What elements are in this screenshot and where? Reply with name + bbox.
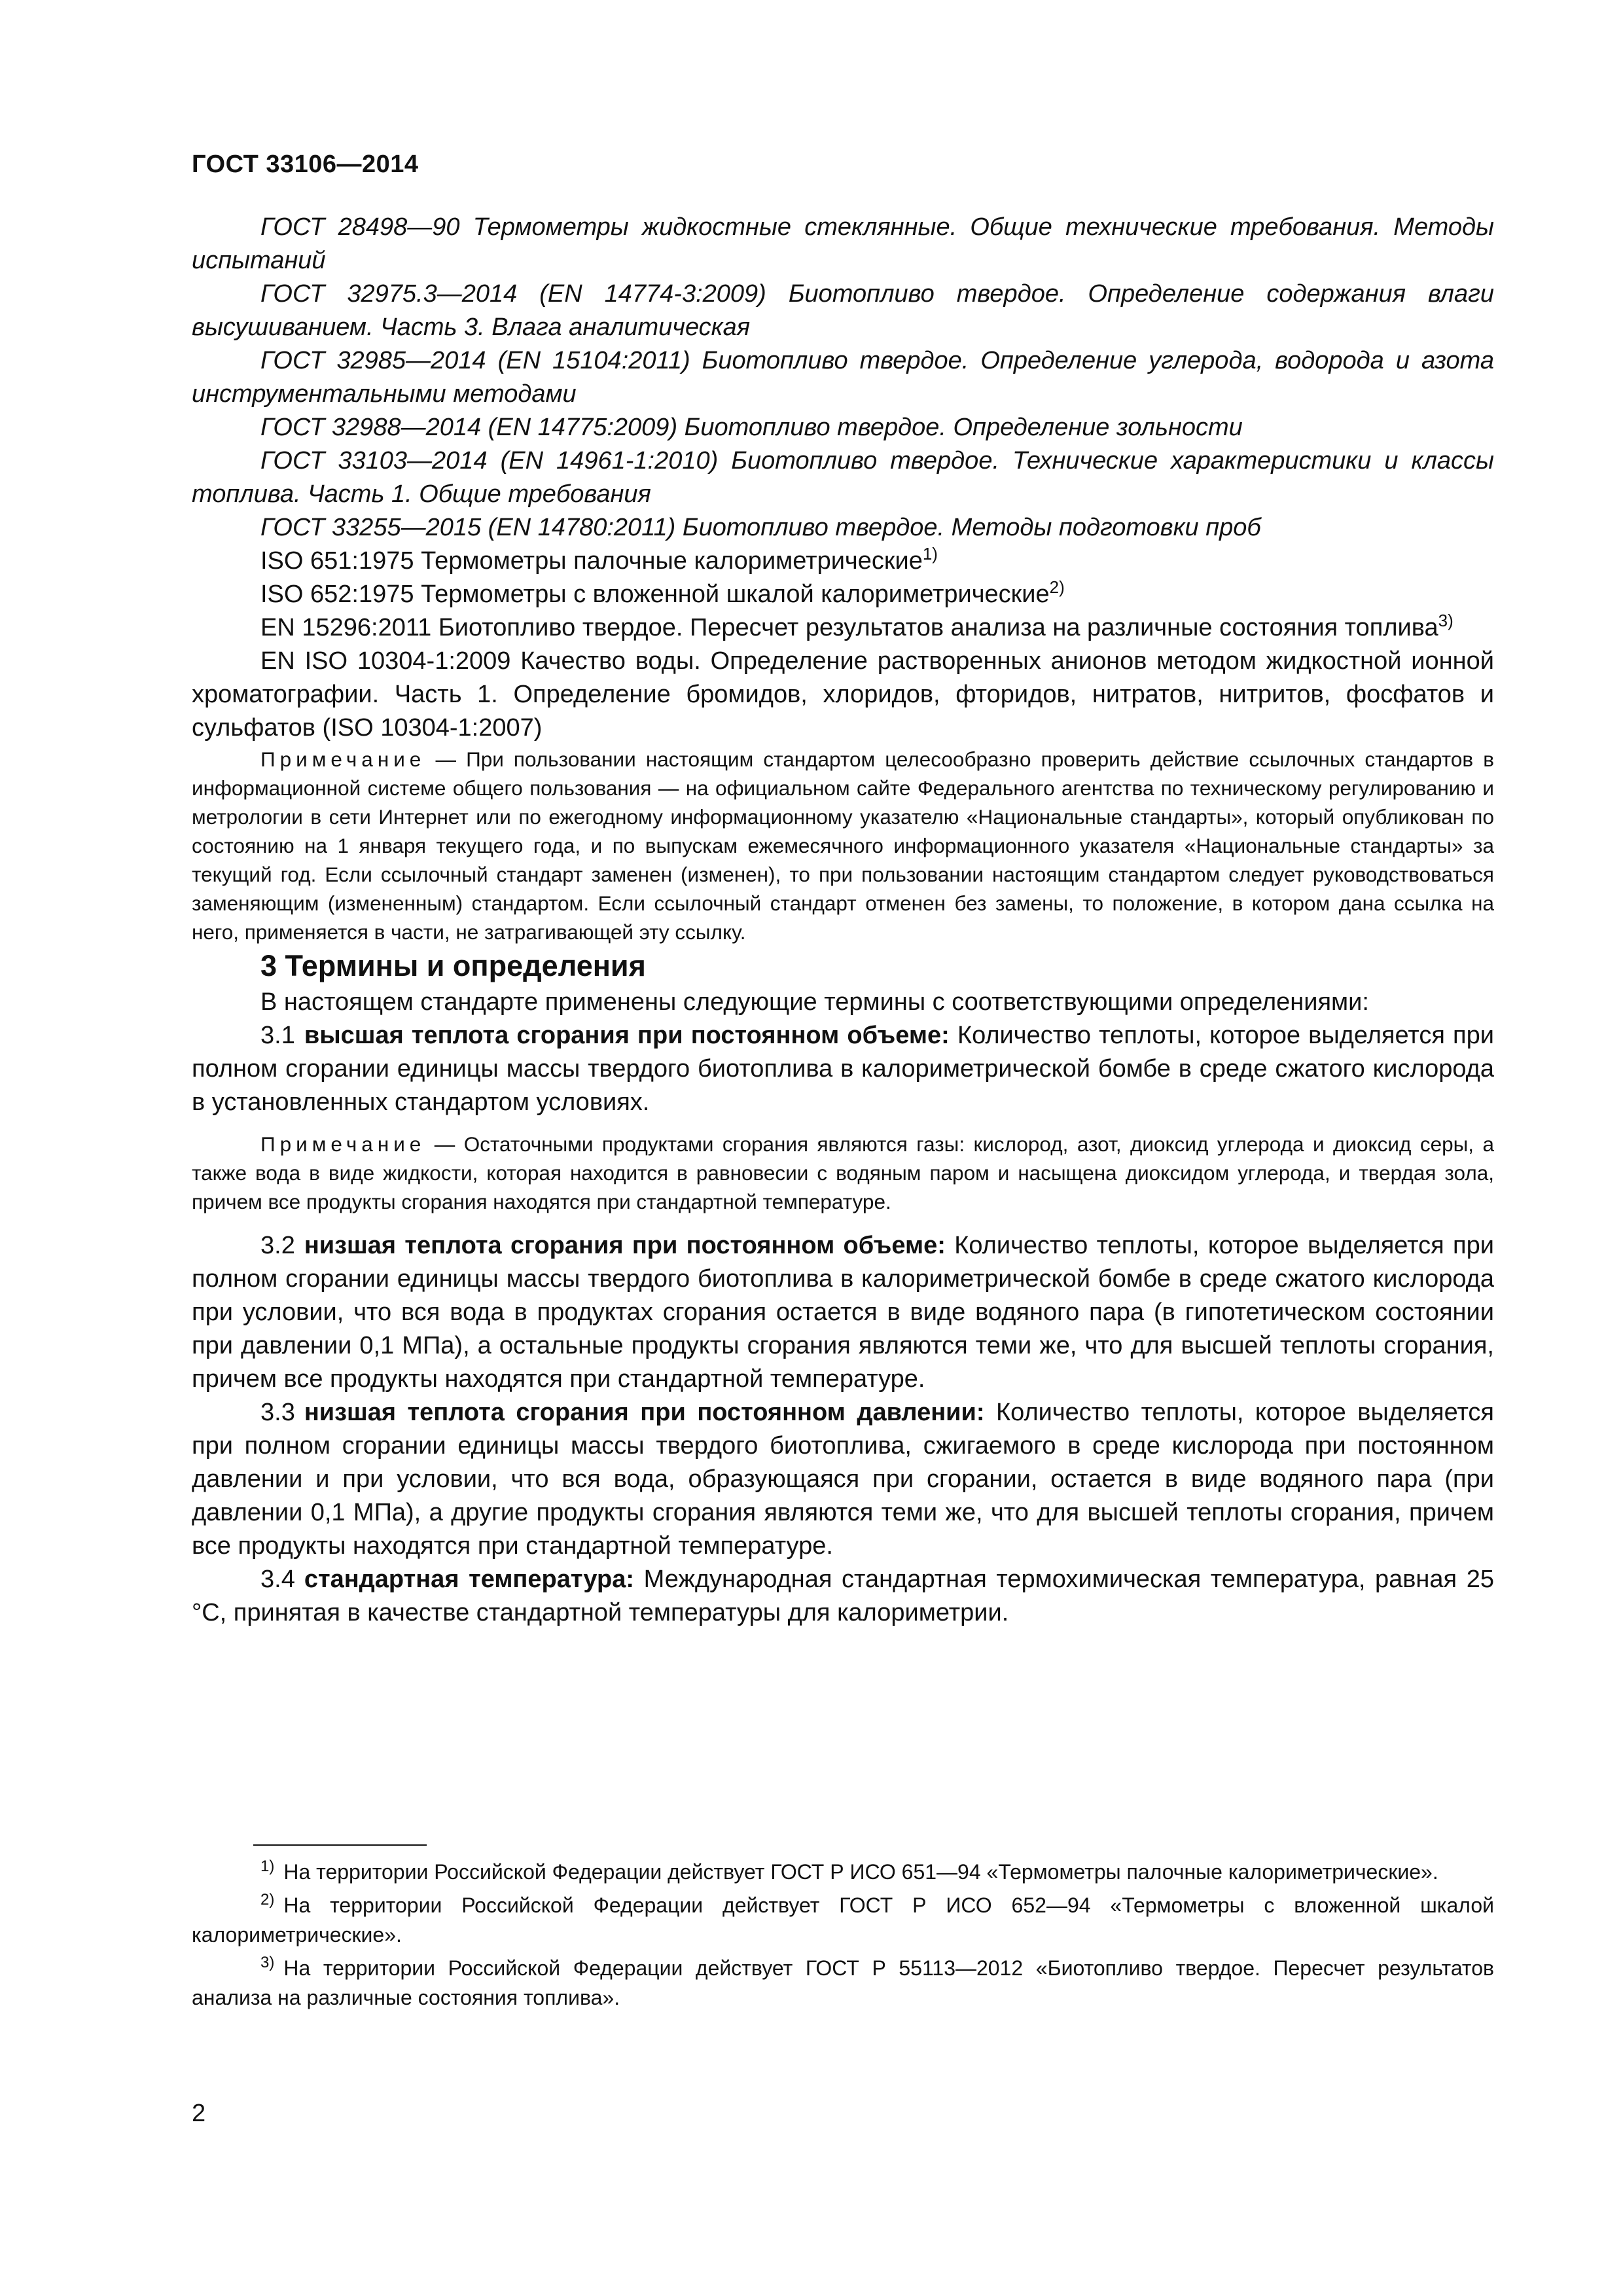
reference-item: ГОСТ 33103—2014 (EN 14961-1:2010) Биотопливо твердое. Технические характеристики и классы топлива. Часть 1. Общие требования bbox=[192, 447, 1494, 508]
term-number: 3.4 bbox=[260, 1566, 295, 1593]
footnote-marker: 1) bbox=[922, 544, 938, 564]
page-header-title: ГОСТ 33106—2014 bbox=[192, 151, 419, 178]
footnote-item bbox=[192, 1891, 1494, 1950]
term-definition bbox=[192, 1229, 1494, 1396]
reference-item: EN ISO 10304-1:2009 Качество воды. Определение растворенных анионов методом жидкостной ионной хроматографии. Часть 1. Определение бромидов, хлоридов, фторидов, нитратов, нитритов, фосфатов и сульфатов (ISO 10304-1:2007) bbox=[192, 647, 1494, 742]
footnote-mark: 2) bbox=[260, 1891, 275, 1909]
reference-item: ГОСТ 32988—2014 (EN 14775:2009) Биотопливо твердое. Определение зольности bbox=[260, 414, 1243, 441]
term-definition bbox=[192, 1563, 1494, 1630]
section-heading: 3 Термины и определения bbox=[260, 949, 646, 982]
term-text: Международная стандартная термохимическая температура, равная 25 °С, принятая в качестве стандартной температуры для калориметрии. bbox=[192, 1566, 1494, 1626]
footnote-text: На территории Российской Федерации действует ГОСТ Р ИСО 652—94 «Термометры с вложенной шкалой калориметрические». bbox=[192, 1893, 1494, 1946]
note-text: При пользовании настоящим стандартом целесообразно проверить действие ссылочных стандартов в информационной системе общего пользования — на официальном сайте Федерального агентства по техническому регулированию и метрологии в сети Интернет или по ежегодному информационному указателю «Национальные стандарты», который опубликован по состоянию на 1 января текущего года, и по выпускам ежемесячного информационного указателя «Национальные стандарты» за текущий год. Если ссылочный стандарт заменен (изменен), то при пользовании настоящим стандартом следует руководствоваться заменяющим (измененным) стандартом. Если ссылочный стандарт отменен без замены, то положение, в котором дана ссылка на него, применяется в части, не затрагивающей эту ссылку. bbox=[192, 747, 1494, 944]
term-title: высшая теплота сгорания при постоянном объеме: bbox=[304, 1022, 950, 1049]
term-text: Количество теплоты, которое выделяется при полном сгорании единицы массы твердого биотоплива, сжигаемого в среде кислорода при постоянном давлении и при условии, что вся вода, образующаяся при сгорании, остается в виде водяного пара (при давлении 0,1 МПа), а другие продукты сгорания являются теми же, что для высшей теплоты сгорания, причем все продукты находятся при стандартной температуре. bbox=[192, 1399, 1494, 1560]
footnote-text: На территории Российской Федерации действует ГОСТ Р ИСО 651—94 «Термометры палочные калориметрические». bbox=[283, 1860, 1438, 1884]
page-content bbox=[192, 211, 1494, 1630]
note-label: Примечание bbox=[260, 1132, 426, 1156]
reference-item: EN 15296:2011 Биотопливо твердое. Пересчет результатов анализа на различные состояния топлива$^{3)}$ bbox=[260, 611, 1454, 641]
term-number: 3.1 bbox=[260, 1022, 295, 1049]
term-title: стандартная температура: bbox=[304, 1566, 635, 1593]
reference-item: ISO 652:1975 Термометры с вложенной шкалой калориметрические$^{2)}$ bbox=[260, 577, 1065, 608]
term-text: Количество теплоты, которое выделяется при полном сгорании единицы массы твердого биотоплива в калориметрической бомбе в среде сжатого кислорода при условии, что вся вода в продуктах сгорания остается в виде водяного пара (в гипотетическом состоянии при давлении 0,1 МПа), а остальные продукты сгорания являются теми же, что для высшей теплоты сгорания, причем все продукты находятся при стандартной температуре. bbox=[192, 1232, 1494, 1393]
term-title: низшая теплота сгорания при постоянном объеме: bbox=[304, 1232, 946, 1259]
note-references: Примечание — При пользовании настоящим стандартом целесообразно проверить действие ссылочных стандартов в информационной системе общего пользования — на официальном сайте Федерального агентства по техническому регулированию и метрологии в сети Интернет или по ежегодному информационному указателю «Национальные стандарты», который опубликован по состоянию на 1 января текущего года, и по выпускам ежемесячного информационного указателя «Национальные стандарты» за текущий год. Если ссылочный стандарт заменен (изменен), то при пользовании настоящим стандартом следует руководствоваться заменяющим (измененным) стандартом. Если ссылочный стандарт отменен без замены, то положение, в котором дана ссылка на него, применяется в части, не затрагивающей эту ссылку. bbox=[192, 747, 1494, 944]
footnote-separator bbox=[253, 1844, 427, 1846]
reference-item: ISO 651:1975 Термометры палочные калориметрические$^{1)}$ bbox=[260, 544, 938, 575]
term-definition bbox=[192, 1019, 1494, 1119]
reference-item: ГОСТ 32985—2014 (EN 15104:2011) Биотопливо твердое. Определение углерода, водорода и азота инструментальными методами bbox=[192, 347, 1494, 408]
footnote-marker: 2) bbox=[1049, 577, 1065, 597]
term-number: 3.2 bbox=[260, 1232, 295, 1259]
reference-item: ГОСТ 33255—2015 (EN 14780:2011) Биотопливо твердое. Методы подготовки проб bbox=[260, 514, 1261, 541]
reference-item: ГОСТ 32975.3—2014 (EN 14774-3:2009) Биотопливо твердое. Определение содержания влаги высушиванием. Часть 3. Влага аналитическая bbox=[192, 280, 1494, 341]
term-number: 3.3 bbox=[260, 1399, 295, 1426]
note-label: Примечание bbox=[260, 747, 426, 771]
term-title: низшая теплота сгорания при постоянном давлении: bbox=[304, 1399, 985, 1426]
term-text: Количество теплоты, которое выделяется при полном сгорании единицы массы твердого биотоплива в калориметрической бомбе в среде сжатого кислорода в установленных стандартом условиях. bbox=[192, 1022, 1494, 1116]
footnote-mark: 3) bbox=[260, 1954, 275, 1971]
note-term: Примечание — Остаточными продуктами сгорания являются газы: кислород, азот, диоксид углерода и диоксид серы, а также вода в виде жидкости, которая находится в равновесии с водяным паром и насыщена диоксидом углерода, и твердая зола, причем все продукты сгорания находятся при стандартной температуре. bbox=[192, 1132, 1494, 1213]
term-definition bbox=[192, 1396, 1494, 1563]
footnote-item bbox=[192, 1954, 1494, 2013]
footnotes bbox=[192, 1857, 1494, 2017]
reference-item: ГОСТ 28498—90 Термометры жидкостные стеклянные. Общие технические требования. Методы испытаний bbox=[192, 213, 1494, 274]
footnote-marker: 3) bbox=[1438, 611, 1454, 630]
note-text: Остаточными продуктами сгорания являются газы: кислород, азот, диоксид углерода и диоксид серы, а также вода в виде жидкости, которая находится в равновесии с водяным паром и насыщена диоксидом углерода, и твердая зола, причем все продукты сгорания находятся при стандартной температуре. bbox=[192, 1132, 1494, 1213]
footnote-text: На территории Российской Федерации действует ГОСТ Р 55113—2012 «Биотопливо твердое. Пересчет результатов анализа на различные состояния топлива». bbox=[192, 1956, 1494, 2009]
footnote-item bbox=[192, 1857, 1494, 1887]
footnote-mark: 1) bbox=[260, 1857, 275, 1875]
page-number: 2 bbox=[192, 2100, 206, 2127]
section-intro: В настоящем стандарте применены следующие термины с соответствующими определениями: bbox=[260, 988, 1369, 1016]
